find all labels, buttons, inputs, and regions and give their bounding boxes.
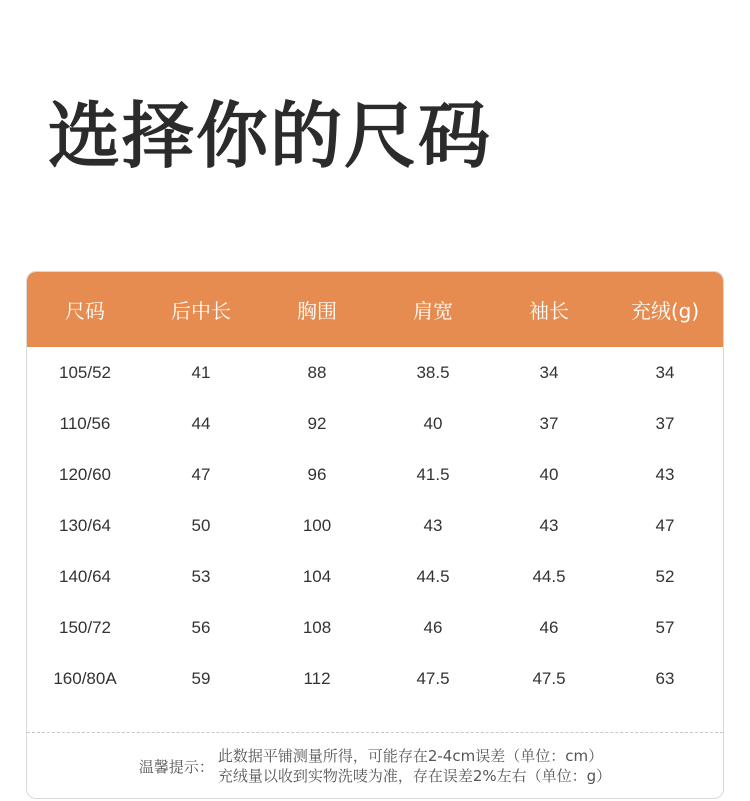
cell-back-length: 50: [191, 515, 211, 535]
cell-chest: 108: [302, 617, 332, 637]
cell-down-fill: 34: [655, 362, 675, 382]
cell-down-fill: 52: [655, 566, 675, 586]
cell-size: 130/64: [59, 515, 111, 535]
cell-shoulder: 47.5: [416, 668, 450, 688]
cell-chest: 104: [302, 566, 332, 586]
cell-shoulder: 38.5: [416, 362, 450, 382]
tip-lines: [218, 746, 611, 786]
table-row: [27, 602, 723, 653]
cell-sleeve: 37: [539, 413, 559, 433]
size-table: [26, 271, 724, 799]
tip-label: 温馨提示：: [138, 757, 214, 776]
table-row: [27, 347, 723, 398]
table-row: [27, 449, 723, 500]
cell-back-length: 53: [191, 566, 211, 586]
header-down-fill: 充绒(g): [630, 299, 700, 323]
cell-size: 140/64: [59, 566, 111, 586]
cell-chest: 92: [307, 413, 327, 433]
cell-size: 120/60: [59, 464, 111, 484]
cell-back-length: 44: [191, 413, 211, 433]
cell-size: 105/52: [59, 362, 111, 382]
cell-shoulder: 46: [423, 617, 443, 637]
cell-back-length: 59: [191, 668, 211, 688]
header-size: 尺码: [65, 299, 105, 323]
cell-down-fill: 37: [655, 413, 675, 433]
cell-back-length: 41: [191, 362, 211, 382]
cell-sleeve: 40: [539, 464, 559, 484]
cell-sleeve: 43: [539, 515, 559, 535]
cell-shoulder: 44.5: [416, 566, 450, 586]
table-row: [27, 500, 723, 551]
cell-chest: 96: [307, 464, 327, 484]
cell-sleeve: 34: [539, 362, 559, 382]
table-body: [27, 347, 723, 704]
cell-shoulder: 43: [423, 515, 443, 535]
cell-shoulder: 41.5: [416, 464, 450, 484]
cell-down-fill: 47: [655, 515, 675, 535]
tip-line-measurement: 此数据平铺测量所得，可能存在2-4cm误差（单位：cm）: [217, 747, 604, 765]
cell-down-fill: 57: [655, 617, 675, 637]
cell-size: 150/72: [59, 617, 111, 637]
cell-size: 160/80A: [53, 668, 117, 688]
header-back-length: 后中长: [171, 299, 231, 323]
cell-down-fill: 63: [655, 668, 675, 688]
cell-chest: 112: [303, 668, 331, 688]
cell-sleeve: 47.5: [532, 668, 566, 688]
cell-size: 110/56: [59, 413, 111, 433]
header-chest: 胸围: [297, 299, 337, 323]
table-row: [27, 653, 723, 704]
cell-back-length: 47: [191, 464, 211, 484]
table-row: [27, 398, 723, 449]
table-header: [27, 272, 723, 347]
cell-back-length: 56: [191, 617, 211, 637]
header-shoulder: 肩宽: [413, 299, 453, 323]
tip-box: [27, 732, 723, 799]
cell-sleeve: 44.5: [532, 566, 566, 586]
cell-chest: 100: [302, 515, 332, 535]
table-row: [27, 551, 723, 602]
cell-shoulder: 40: [423, 413, 443, 433]
cell-down-fill: 43: [655, 464, 675, 484]
cell-sleeve: 46: [539, 617, 559, 637]
page-title: 选择你的尺码: [48, 94, 493, 178]
header-sleeve: 袖长: [529, 299, 569, 323]
cell-chest: 88: [307, 362, 327, 382]
tip-line-fill: 充绒量以收到实物洗唛为准，存在误差2%左右（单位：g）: [217, 767, 612, 785]
